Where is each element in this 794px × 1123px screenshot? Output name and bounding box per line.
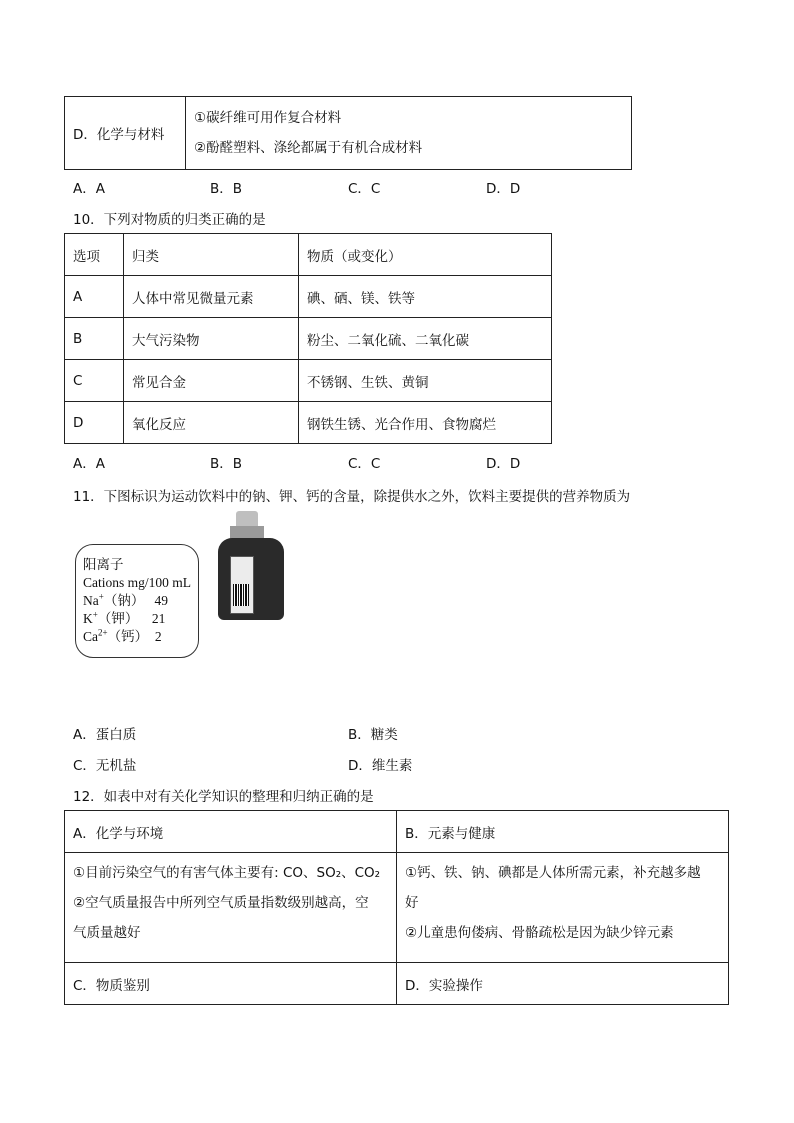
cell-line: 气质量越好 bbox=[73, 925, 141, 941]
table-row bbox=[65, 97, 632, 170]
ion-row: Na+（钠） 49 bbox=[83, 591, 168, 608]
q10-option-b[interactable]: B．B bbox=[210, 456, 243, 472]
cell-line: ①钙、铁、钠、碘都是人体所需元素，补充越多越 bbox=[405, 865, 701, 881]
table-cell: B bbox=[65, 318, 124, 360]
table-cell: A bbox=[65, 276, 124, 318]
q11-option-d[interactable]: D．维生素 bbox=[348, 758, 413, 774]
q11-option-c[interactable]: C．无机盐 bbox=[73, 758, 137, 774]
callout-title: 阳离子 bbox=[83, 557, 124, 572]
table-cell: A．化学与环境 bbox=[65, 811, 397, 853]
q9-option-c[interactable]: C．C bbox=[348, 181, 381, 197]
table-cell: C bbox=[65, 360, 124, 402]
ion-row: K+（钾） 21 bbox=[83, 609, 166, 626]
cell-line: ②空气质量报告中所列空气质量指数级别越高，空 bbox=[73, 895, 369, 911]
q10-option-d[interactable]: D．D bbox=[486, 456, 521, 472]
table-row bbox=[65, 402, 552, 444]
q9-option-b[interactable]: B．B bbox=[210, 181, 243, 197]
bottle-cap bbox=[236, 511, 258, 527]
q10-option-a[interactable]: A．A bbox=[73, 456, 105, 472]
q11-option-b[interactable]: B．糖类 bbox=[348, 727, 398, 743]
cation-callout bbox=[75, 544, 199, 658]
header-cell: 选项 bbox=[65, 234, 124, 276]
table-cell bbox=[186, 97, 632, 170]
ion-row: $Ca^{2+}$（钙） 2 bbox=[83, 627, 162, 644]
table-cell: 人体中常见微量元素 bbox=[124, 276, 299, 318]
callout-unit: Cations mg/100 mL bbox=[83, 575, 191, 590]
q9-table bbox=[64, 96, 632, 170]
q10-stem: 10．下列对物质的归类正确的是 bbox=[73, 212, 266, 228]
table-cell bbox=[397, 853, 729, 963]
table-header-row bbox=[65, 234, 552, 276]
table-cell: 氧化反应 bbox=[124, 402, 299, 444]
table-row bbox=[65, 853, 729, 963]
header-cell: 物质（或变化） bbox=[299, 234, 552, 276]
table-cell: 常见合金 bbox=[124, 360, 299, 402]
q12-stem: 12．如表中对有关化学知识的整理和归纳正确的是 bbox=[73, 789, 374, 805]
cell-line: 好 bbox=[405, 895, 419, 911]
q11-stem: 11．下图标识为运动饮料中的钠、钾、钙的含量，除提供水之外，饮料主要提供的营养物质为 bbox=[73, 489, 631, 505]
cell-line: ②儿童患佝偻病、骨骼疏松是因为缺少锌元素 bbox=[405, 925, 674, 941]
table-cell: 钢铁生锈、光合作用、食物腐烂 bbox=[299, 402, 552, 444]
table-cell: 碘、硒、镁、铁等 bbox=[299, 276, 552, 318]
table-cell bbox=[65, 853, 397, 963]
q11-option-a[interactable]: A．蛋白质 bbox=[73, 727, 137, 743]
table-row bbox=[65, 811, 729, 853]
table-row bbox=[65, 360, 552, 402]
table-cell: D．实验操作 bbox=[397, 963, 729, 1005]
table-cell: B．元素与健康 bbox=[397, 811, 729, 853]
barcode-icon bbox=[233, 584, 249, 606]
q9-option-d[interactable]: D．D bbox=[486, 181, 521, 197]
table-cell: C．物质鉴别 bbox=[65, 963, 397, 1005]
cell-line: ②酚醛塑料、涤纶都属于有机合成材料 bbox=[194, 140, 423, 156]
table-row bbox=[65, 963, 729, 1005]
q10-option-c[interactable]: C．C bbox=[348, 456, 381, 472]
table-cell: 不锈钢、生铁、黄铜 bbox=[299, 360, 552, 402]
table-row bbox=[65, 276, 552, 318]
table-row bbox=[65, 318, 552, 360]
table-cell: D．化学与材料 bbox=[65, 97, 186, 170]
cell-line: ①目前污染空气的有害气体主要有: CO、SO₂、CO₂ bbox=[73, 865, 381, 881]
cell-line: ①碳纤维可用作复合材料 bbox=[194, 110, 342, 126]
q12-table bbox=[64, 810, 729, 1005]
q9-option-a[interactable]: A．A bbox=[73, 181, 105, 197]
table-cell: D bbox=[65, 402, 124, 444]
table-cell: 大气污染物 bbox=[124, 318, 299, 360]
header-cell: 归类 bbox=[124, 234, 299, 276]
q10-table bbox=[64, 233, 552, 444]
table-cell: 粉尘、二氧化硫、二氧化碳 bbox=[299, 318, 552, 360]
